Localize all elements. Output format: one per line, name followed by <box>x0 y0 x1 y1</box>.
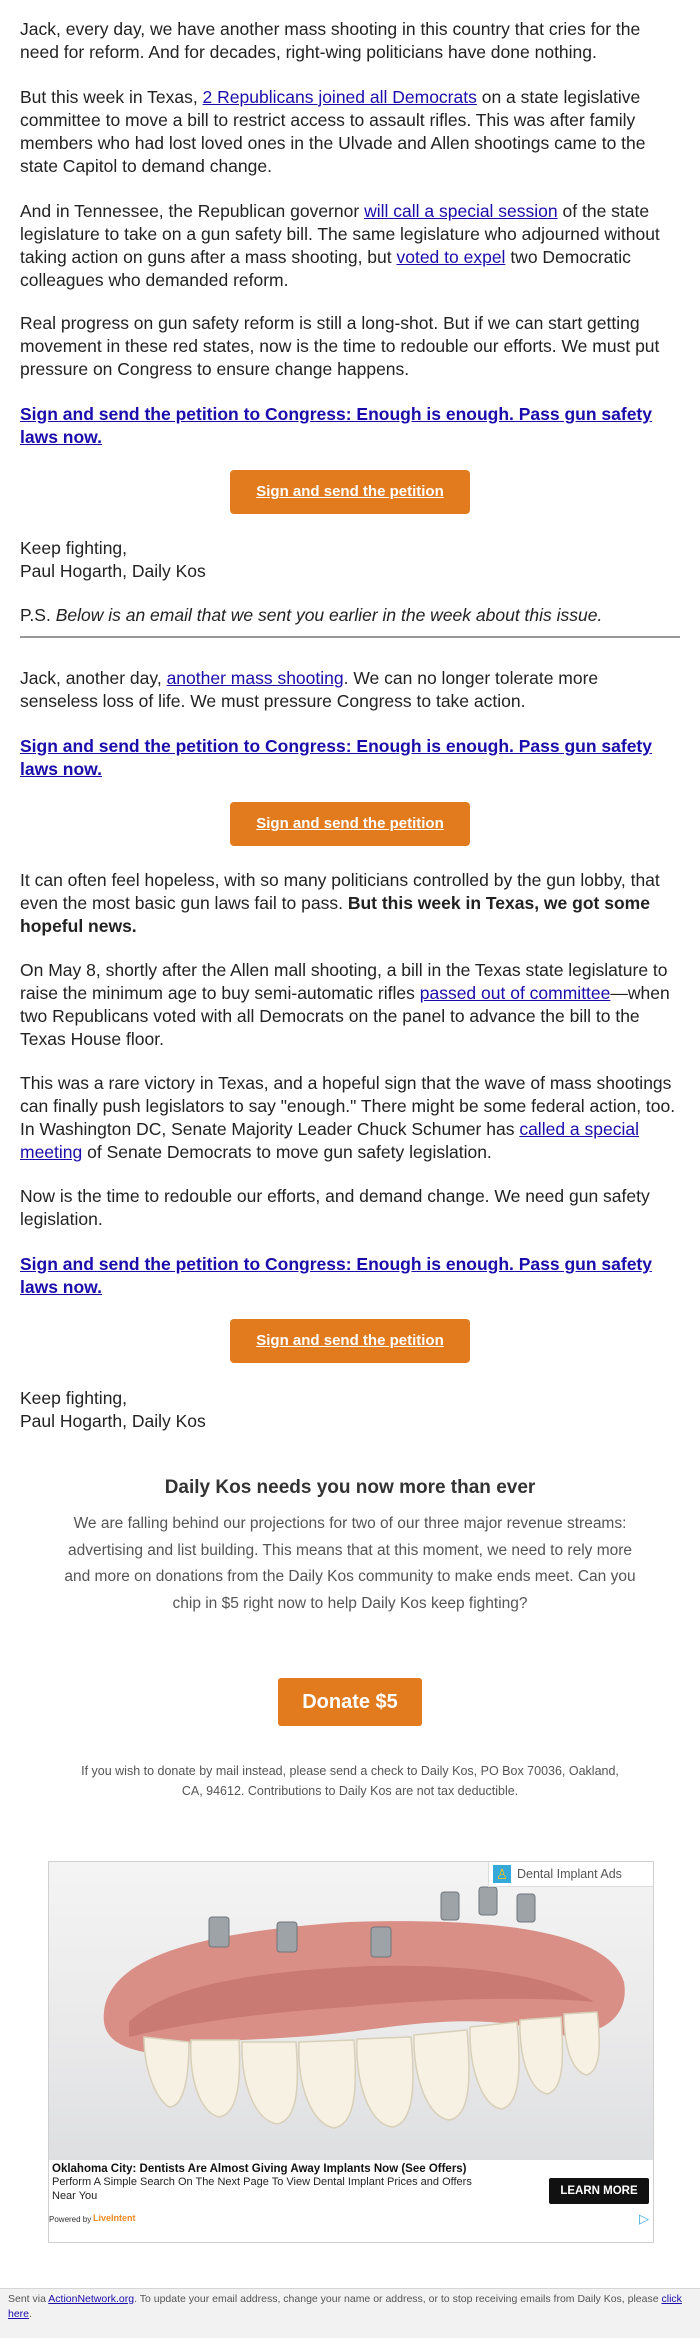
donate-button[interactable]: Donate $5 <box>278 1678 422 1726</box>
earlier-hopeless-block <box>20 869 680 938</box>
earlier-redouble-block <box>20 1185 680 1231</box>
donate-heading: Daily Kos needs you now more than ever <box>164 1477 536 1498</box>
signoff-line-2: Paul Hogarth, Daily Kos <box>20 561 206 581</box>
petition-button-2[interactable]: Sign and send the petition <box>230 802 470 846</box>
petition-link-1[interactable]: Sign and send the petition to Congress: Enough is enough. Pass gun safety laws now. <box>20 404 652 447</box>
earlier-paragraph-2: It can often feel hopeless, with so many politicians controlled by the gun lobby, that even the most basic gun laws fail to pass. But this week in Texas, we got some hopeful news. <box>20 870 660 936</box>
intro-paragraph-1: Jack, every day, we have another mass shooting in this country that cries for the need for reform. And for decades, right-wing politicians have done nothing. <box>20 19 641 62</box>
petition-button-3[interactable]: Sign and send the petition <box>230 1319 470 1363</box>
donate-mail-note: If you wish to donate by mail instead, please send a check to Daily Kos, PO Box 70036, Oakland, CA, 94612. Contributions to Daily Kos are not tax deductible. <box>81 1764 619 1798</box>
actionnetwork-link[interactable]: ActionNetwork.org <box>48 2293 135 2305</box>
petition-button-1[interactable]: Sign and send the petition <box>230 470 470 514</box>
dental-implant-image <box>49 1862 653 2160</box>
ad-image[interactable] <box>49 1862 653 2160</box>
signoff-2 <box>20 1387 680 1433</box>
intro-paragraph-2: But this week in Texas, 2 Republicans joined all Democrats on a state legislative committee to move a bill to restrict access to assault rifles. This was after family members who had lost loved ones in the Ulvade and Allen shootings came to the state Capitol to demand change. <box>20 87 646 176</box>
ad-brand-name: Dental Implant Ads <box>517 1867 622 1881</box>
ad-powered-bar <box>49 2211 653 2241</box>
footer-text: Sent via ActionNetwork.org. To update your email address, change your name or address, or to stop receiving emails from Daily Kos, please click here. <box>8 2293 682 2320</box>
ad-learn-more-button[interactable]: LEARN MORE <box>549 2178 649 2204</box>
ps-text: P.S. Below is an email that we sent you earlier in the week about this issue. <box>20 605 603 625</box>
ad-brand-badge[interactable] <box>488 1862 653 1887</box>
intro-paragraph-4: Real progress on gun safety reform is still a long-shot. But if we can start getting movement in these red states, now is the time to redouble our efforts. We must put pressure on Congress to ensure change happens. <box>20 313 660 379</box>
signoff-1 <box>20 537 680 583</box>
voted-to-expel-link[interactable]: voted to expel <box>396 247 506 267</box>
earlier-paragraph-5: Now is the time to redouble our efforts, and demand change. We need gun safety legislation. <box>20 1186 650 1229</box>
earlier-may8-block <box>20 959 680 1051</box>
petition-link-block-3 <box>20 1253 680 1299</box>
special-session-link[interactable]: will call a special session <box>364 201 558 221</box>
intro-tennessee-block <box>20 200 680 292</box>
passed-out-of-committee-link: passed out of committee <box>419 983 611 1003</box>
ad-headline[interactable]: Oklahoma City: Dentists Are Almost Giving Away Implants Now (See Offers) <box>52 2163 467 2175</box>
called-special-meeting-link[interactable]: called a special meeting <box>20 1119 639 1162</box>
ad-body[interactable]: Perform A Simple Search On The Next Page To View Dental Implant Prices and Offers Near You <box>52 2176 472 2202</box>
petition-link-3[interactable]: Sign and send the petition to Congress: Enough is enough. Pass gun safety laws now. <box>20 1254 652 1297</box>
petition-link-2[interactable]: Sign and send the petition to Congress: Enough is enough. Pass gun safety laws now. <box>20 736 652 779</box>
unsubscribe-link[interactable]: click here <box>8 2293 682 2320</box>
earlier-paragraph-1: Jack, another day, another mass shooting. We can no longer tolerate more senseless loss of life. We must pressure Congress to take action. <box>20 668 599 711</box>
liveintent-logo[interactable]: LiveIntent <box>93 2213 136 2223</box>
footer <box>0 2288 700 2338</box>
signoff-line-1: Keep fighting, <box>20 538 128 558</box>
ps-block <box>20 604 680 627</box>
signoff-line-1: Keep fighting, <box>20 1388 128 1408</box>
another-mass-shooting-link[interactable]: another mass shooting <box>166 668 344 688</box>
intro-paragraph-3: And in Tennessee, the Republican governor will call a special session of the state legislature to take on a gun safety bill. The same legislature who adjourned without taking action on guns after a mass shooting, but voted to expel two Democratic colleagues who demanded reform. <box>20 201 660 290</box>
earlier-victory-block <box>20 1072 680 1164</box>
intro-texas-block <box>20 86 680 178</box>
donate-body: We are falling behind our projections for two of our three major revenue streams: advertising and list building. This means that at this moment, we need to rely more and more on donations from the Daily Kos community to make ends meet. Can you chip in $5 right now to help Daily Kos keep fighting? <box>64 1515 636 1612</box>
petition-link-block-2 <box>20 735 680 781</box>
ad-powered-label: Powered by <box>49 2215 92 2224</box>
tooth-brand-icon: ♙ <box>493 1865 511 1883</box>
signoff-line-2: Paul Hogarth, Daily Kos <box>20 1411 206 1431</box>
republicans-joined-link[interactable]: 2 Republicans joined all Democrats <box>202 87 477 107</box>
earlier-paragraph-3: On May 8, shortly after the Allen mall shooting, a bill in the Texas state legislature to raise the minimum age to buy semi-automatic rifles passed out of committee—when two Republicans voted with all Democrats on the panel to advance the bill to the Texas House floor. <box>20 960 670 1049</box>
intro-progress-block <box>20 312 680 381</box>
petition-link-block-1 <box>20 403 680 449</box>
adchoices-icon[interactable]: ▷ <box>639 2211 649 2226</box>
earlier-intro-block <box>20 667 680 713</box>
intro-section <box>20 18 680 64</box>
earlier-paragraph-4: This was a rare victory in Texas, and a hopeful sign that the wave of mass shootings can finally push legislators to say "enough." There might be some federal action, too. In Washington DC, Senate Majority Leader Chuck Schumer has called a special meeting of Senate Democrats to move gun safety legislation. <box>20 1073 676 1162</box>
section-divider <box>20 636 680 638</box>
ad-container[interactable] <box>48 1861 654 2243</box>
